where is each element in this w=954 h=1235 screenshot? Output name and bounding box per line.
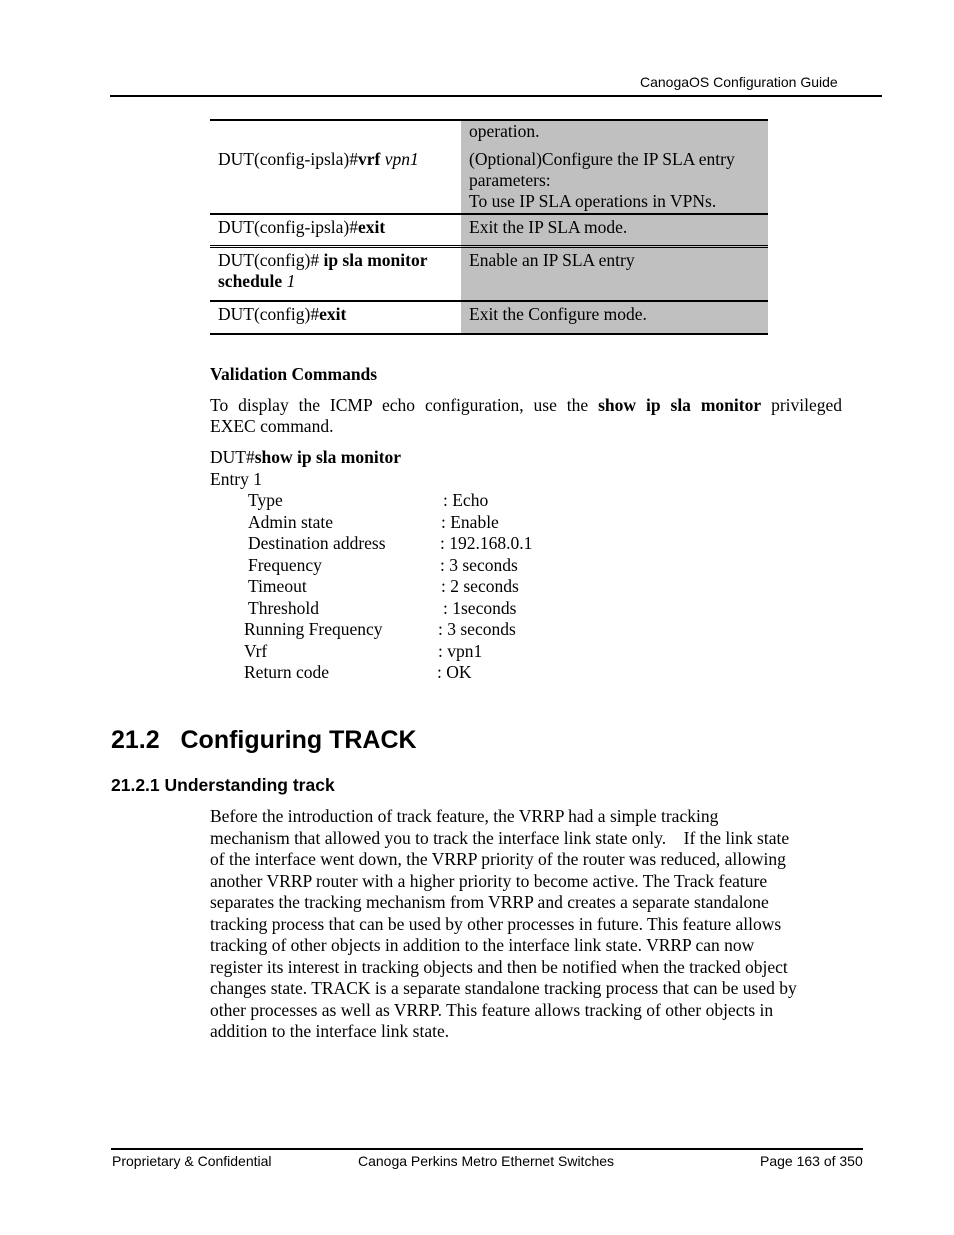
body-paragraph: Before the introduction of track feature, the VRRP had a simple tracking mechanism that allowed you to track the interface link state only. If the link state of the interface went down, the VRRP priority of the router was reduced, allowing another VRRP router with a higher priority to become active. The Track feature separates the tracking mechanism from VRRP and creates a separate standalone tracking process that can be used by other processes in future. This feature allows tracking of other objects in addition to the interface link state. VRRP can now register its interest in tracking objects and then be notified when the tracked object changes state. TRACK is a separate standalone tracking process that can be used by other processes as well as VRRP. This feature allows tracking of other objects in addition to the interface link state. — [210, 806, 797, 1041]
field-label: Frequency — [248, 555, 322, 575]
field-label: Threshold — [248, 598, 319, 618]
validation-heading: Validation Commands — [210, 364, 378, 384]
field-value: : vpn1 — [438, 641, 483, 661]
running-header: CanogaOS Configuration Guide — [640, 74, 838, 90]
field-value: : 2 seconds — [441, 576, 519, 596]
footer-center: Canoga Perkins Metro Ethernet Switches — [358, 1153, 615, 1169]
table-row — [210, 214, 768, 247]
table-cell-description: operation. — [461, 120, 768, 145]
field-value: : 3 seconds — [440, 555, 518, 575]
validation-command: DUT#show ip sla monitor — [210, 447, 402, 467]
table-row — [210, 145, 768, 214]
table-cell-description: Exit the Configure mode. — [461, 301, 768, 334]
field-value: : 192.168.0.1 — [440, 533, 533, 553]
validation-paragraph-line2: EXEC command. — [210, 416, 334, 436]
table-cell-command: DUT(config)# ip sla monitor schedule 1 — [210, 247, 461, 302]
table-cell-command: DUT(config-ipsla)#exit — [210, 214, 461, 247]
table-cell-command: DUT(config-ipsla)#vrf vpn1 — [210, 145, 461, 214]
section-title: 21.2 Configuring TRACK — [111, 726, 417, 754]
field-value: : Enable — [441, 512, 499, 532]
field-value: : OK — [437, 662, 472, 682]
header-rule — [110, 95, 882, 97]
command-table — [210, 119, 768, 335]
table-cell-command — [210, 120, 461, 145]
field-value: : Echo — [443, 490, 489, 510]
field-label: Type — [248, 490, 283, 510]
table-cell-description: Exit the IP SLA mode. — [461, 214, 768, 247]
table-cell-command: DUT(config)#exit — [210, 301, 461, 334]
entry-label: Entry 1 — [210, 469, 263, 489]
field-label: Admin state — [248, 512, 334, 532]
footer-left: Proprietary & Confidential — [112, 1153, 272, 1169]
field-value: : 1seconds — [443, 598, 517, 618]
field-label: Running Frequency — [244, 619, 383, 639]
validation-paragraph-line1: To display the ICMP echo configuration, use the show ip sla monitor privileged — [210, 395, 843, 415]
table-row — [210, 120, 768, 145]
table-row — [210, 301, 768, 334]
footer-page-number: Page 163 of 350 — [760, 1153, 863, 1169]
table-cell-description: (Optional)Configure the IP SLA entry parameters: To use IP SLA operations in VPNs. — [461, 145, 768, 214]
field-label: Timeout — [248, 576, 307, 596]
footer-rule — [111, 1148, 863, 1150]
field-label: Return code — [244, 662, 330, 682]
table-row — [210, 247, 768, 302]
subsection-title: 21.2.1 Understanding track — [111, 775, 335, 795]
table-cell-description: Enable an IP SLA entry — [461, 247, 768, 302]
field-label: Vrf — [244, 641, 268, 661]
field-value: : 3 seconds — [438, 619, 516, 639]
field-label: Destination address — [248, 533, 386, 553]
